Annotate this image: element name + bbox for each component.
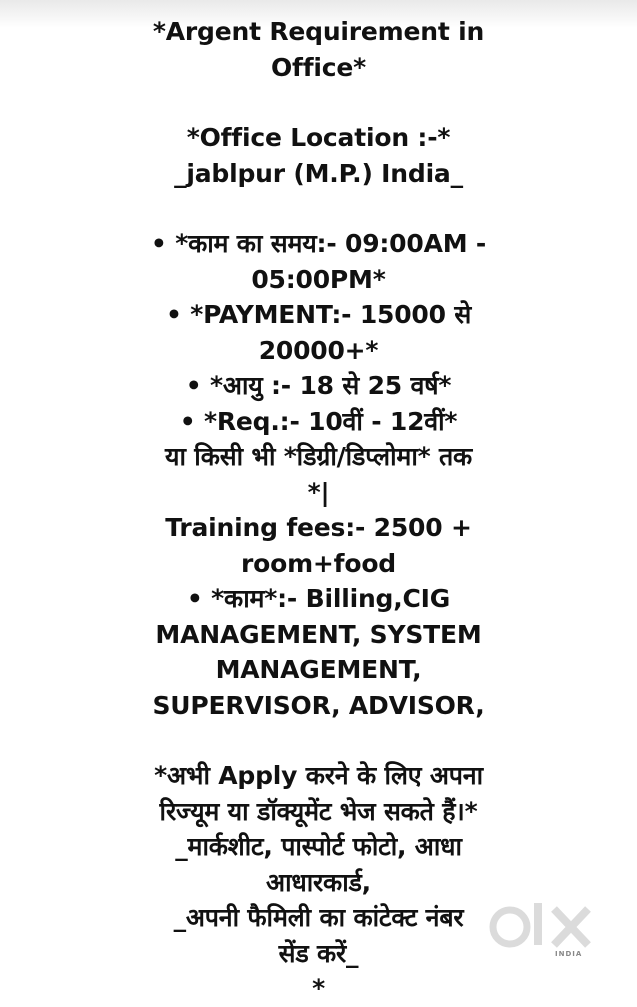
training-fees-line-2: room+food [241,548,396,578]
work-time-line-2: 05:00PM* [251,264,386,294]
heading-line-1: *Argent Requirement in [152,17,485,46]
work-time-line-1: • *काम का समय:- 09:00AM - [150,229,487,258]
apply-line-2: रिज्यूम या डॉक्यूमेंट भेज सकते हैं।* [159,796,478,826]
documents-line-2: आधारकार्ड, [266,867,371,897]
qualification-line-1: या किसी भी *डिग्री/डिप्लोमा* तक [164,442,473,471]
location-label: *Office Location :-* [186,123,451,152]
closing-line: * [312,974,325,1003]
payment-line-2: 20000+* [258,335,379,365]
olx-logo-icon [488,895,608,965]
payment-line-1: • *PAYMENT:- 15000 से [165,300,472,329]
contact-line-2: सेंड करें_ [278,938,359,968]
spacer [0,85,637,120]
work-line-3: MANAGEMENT, [215,655,422,684]
job-posting-text [0,14,637,1007]
spacer [0,723,637,758]
age-line: • *आयु :- 18 से 25 वर्ष* [185,371,452,400]
olx-watermark [488,895,608,965]
work-line-1: • *काम*:- Billing,CIG [186,584,451,613]
location-value: _jablpur (M.P.) India_ [174,158,463,188]
documents-line-1: _मार्कशीट, पास्पोर्ट फोटो, आधा [175,832,462,861]
work-line-2: MANAGEMENT, SYSTEM [155,619,482,649]
qualification-line-2: *| [307,477,330,507]
contact-line-1: _अपनी फैमिली का कांटेक्ट नंबर [173,903,464,932]
watermark-subtext: INDIA [555,950,583,958]
heading-line-2: Office* [270,52,367,82]
training-fees-line-1: Training fees:- 2500 + [165,513,472,542]
work-line-4: SUPERVISOR, ADVISOR, [152,690,485,720]
requirement-line: • *Req.:- 10वीं - 12वीं* [179,406,458,436]
apply-line-1: *अभी Apply करने के लिए अपना [154,761,483,790]
spacer [0,191,637,226]
